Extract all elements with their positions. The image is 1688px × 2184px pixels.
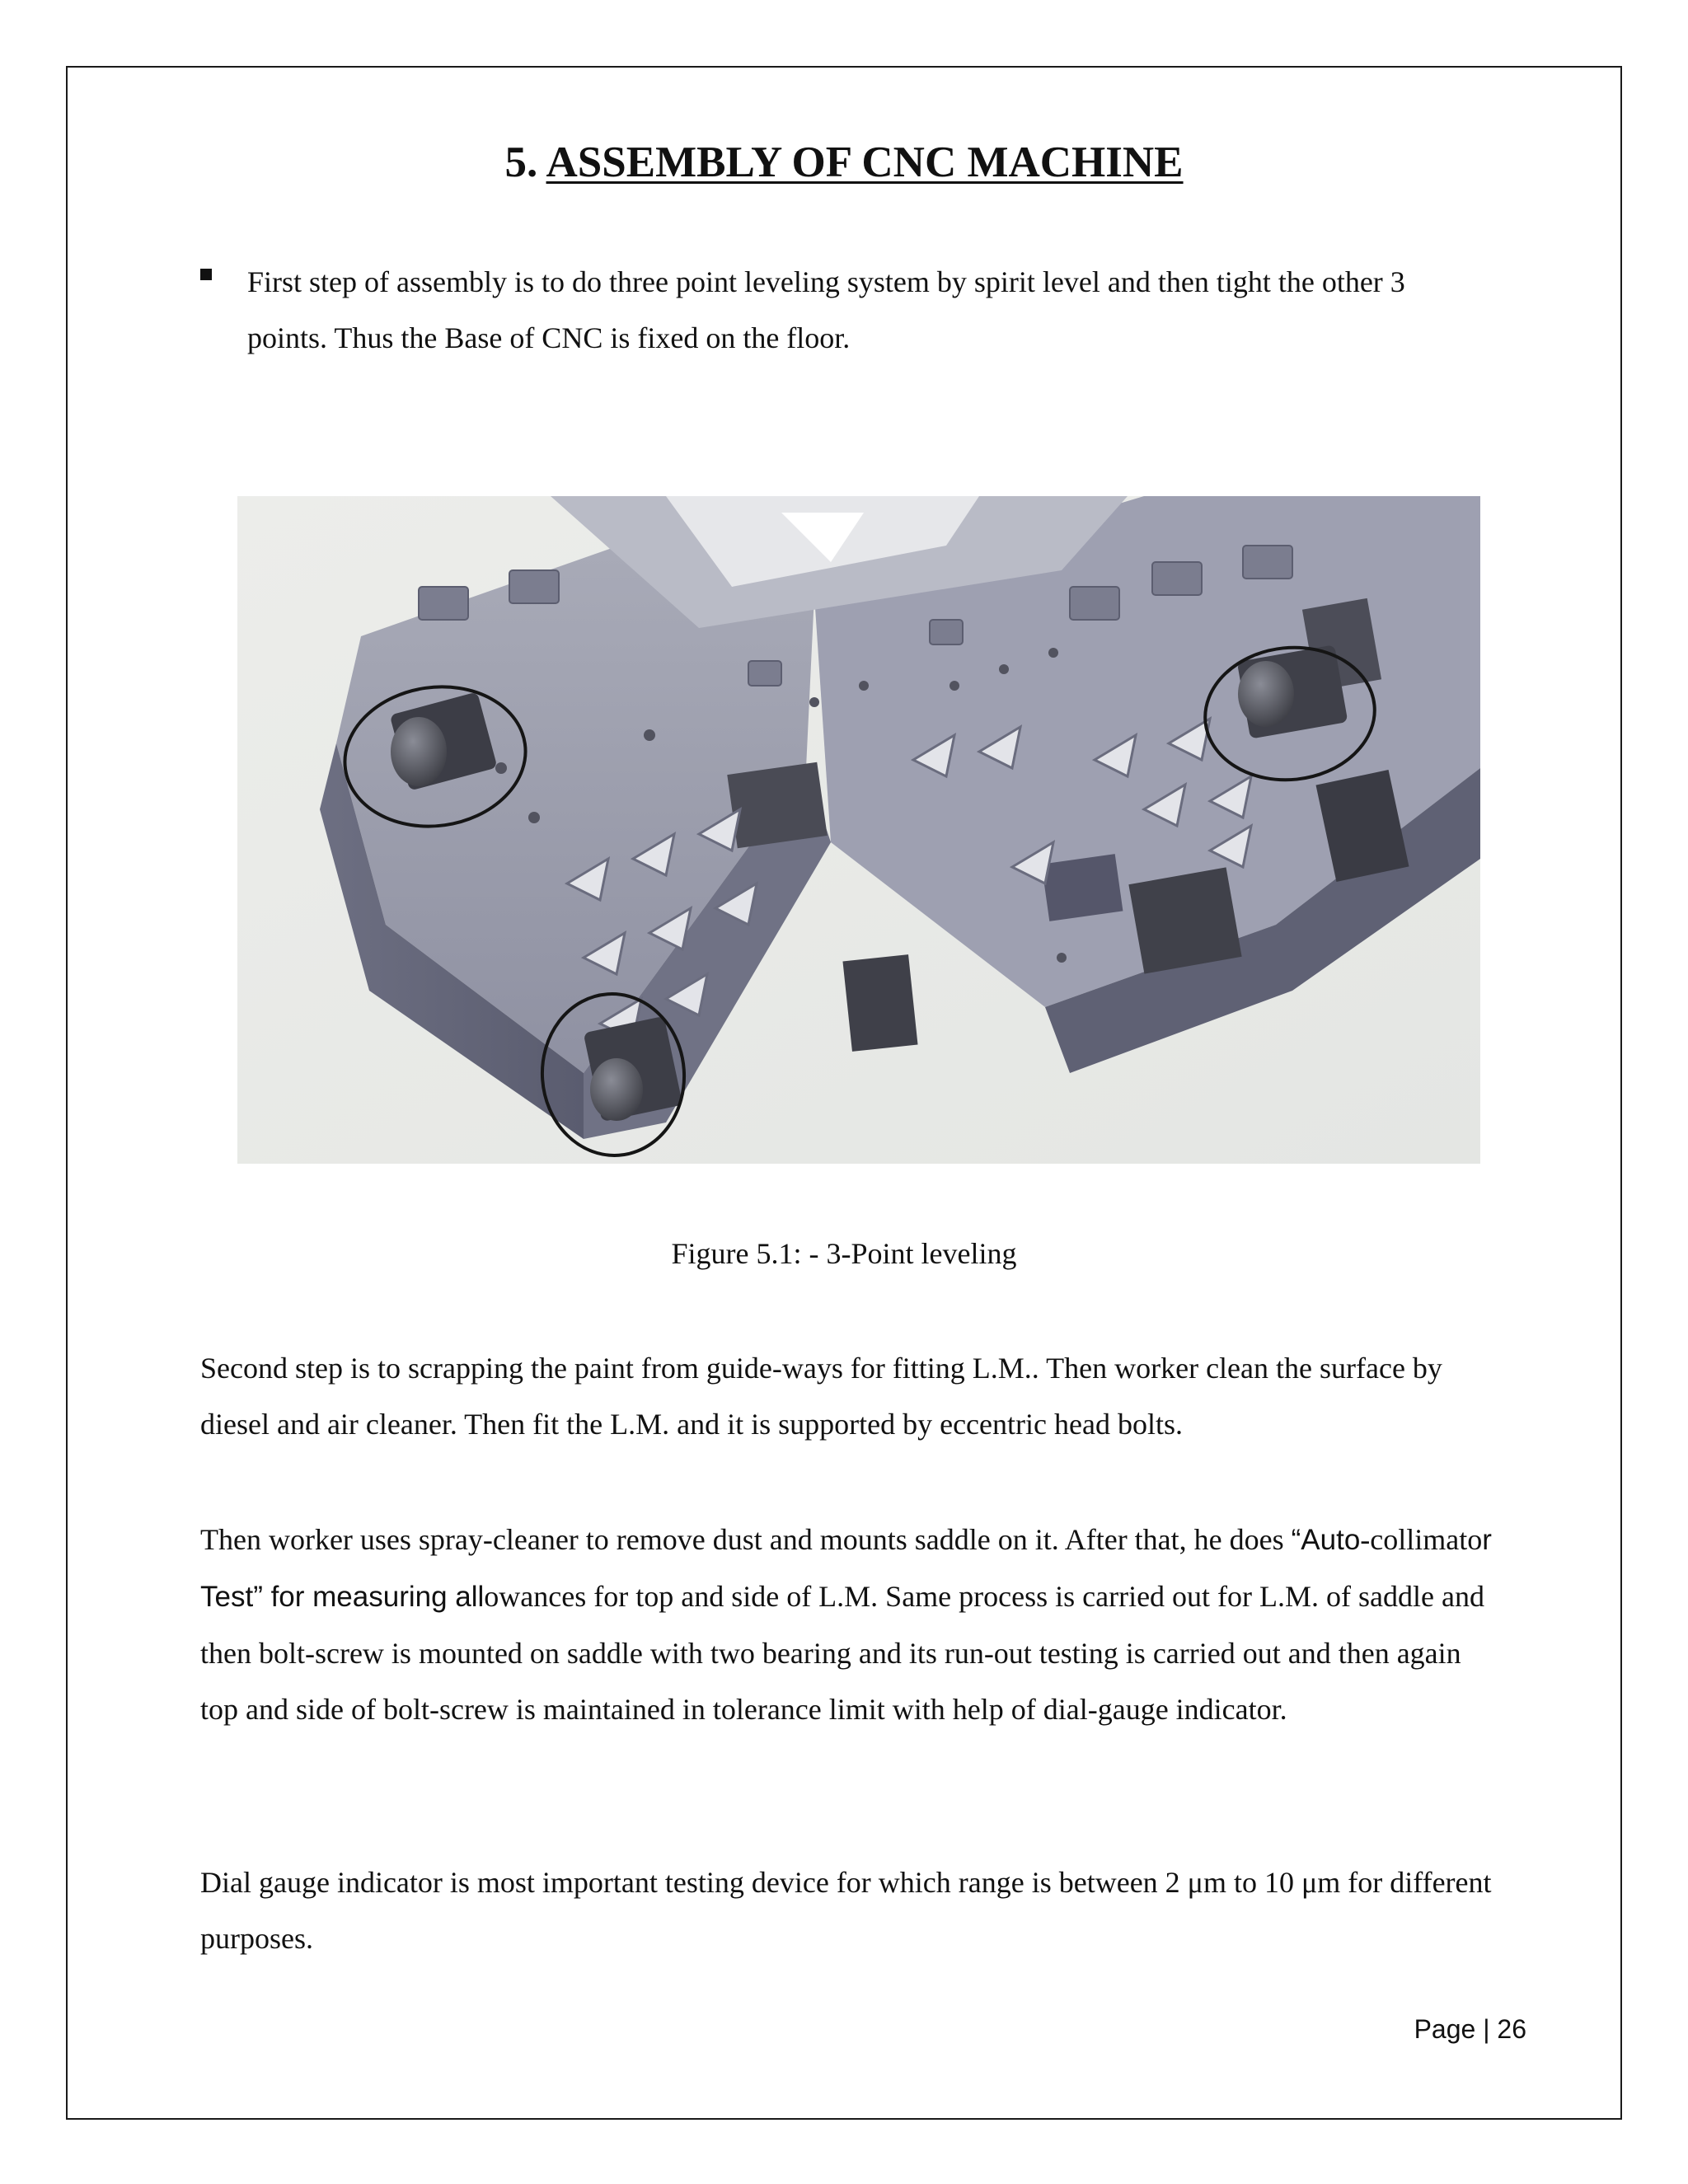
bullet-item: First step of assembly is to do three point leveling system by spirit level and then tight the other 3 points. Thus the Base of CNC is fixed on the floor.: [247, 265, 1405, 354]
paragraph-saddle-mounting: [200, 1511, 1503, 1737]
page-number: Page | 26: [1414, 2014, 1526, 2044]
paragraph-dial-gauge: Dial gauge indicator is most important testing device for which range is between 2 μm to 10 μm for different purposes.: [200, 1866, 1492, 1955]
paragraph-saddle-sans-1: “Auto: [1291, 1524, 1361, 1556]
cnc-base-illustration: [237, 496, 1480, 1164]
bullet-marker: [200, 269, 212, 280]
paragraph-saddle-text-2: -collimato: [1360, 1523, 1483, 1556]
section-heading: [0, 134, 1688, 191]
paragraph-saddle-sans-2: r Test” for measuring all: [200, 1524, 1492, 1613]
paragraph-scrapping: Second step is to scrapping the paint from guide-ways for fitting L.M.. Then worker clean the surface by diesel and air cleaner. Then fit the L.M. and it is supported by eccentric head bolts.: [200, 1352, 1442, 1441]
section-number: 5.: [504, 138, 546, 186]
section-title: ASSEMBLY OF CNC MACHINE: [546, 138, 1184, 186]
figure-cnc-base-image: [237, 496, 1480, 1164]
paragraph-saddle-text-3: owances for top and side of L.M. Same process is carried out for L.M. of saddle and then bolt-screw is mounted on saddle with two bearing and its run-out testing is carried out and then again top and side of bolt-screw is maintained in tolerance limit with help of dial-gauge indicator.: [200, 1580, 1484, 1726]
figure-caption: Figure 5.1: - 3-Point leveling: [671, 1237, 1017, 1270]
paragraph-saddle-text-1: Then worker uses spray-cleaner to remove dust and mounts saddle on it. After that, he does: [200, 1523, 1292, 1556]
